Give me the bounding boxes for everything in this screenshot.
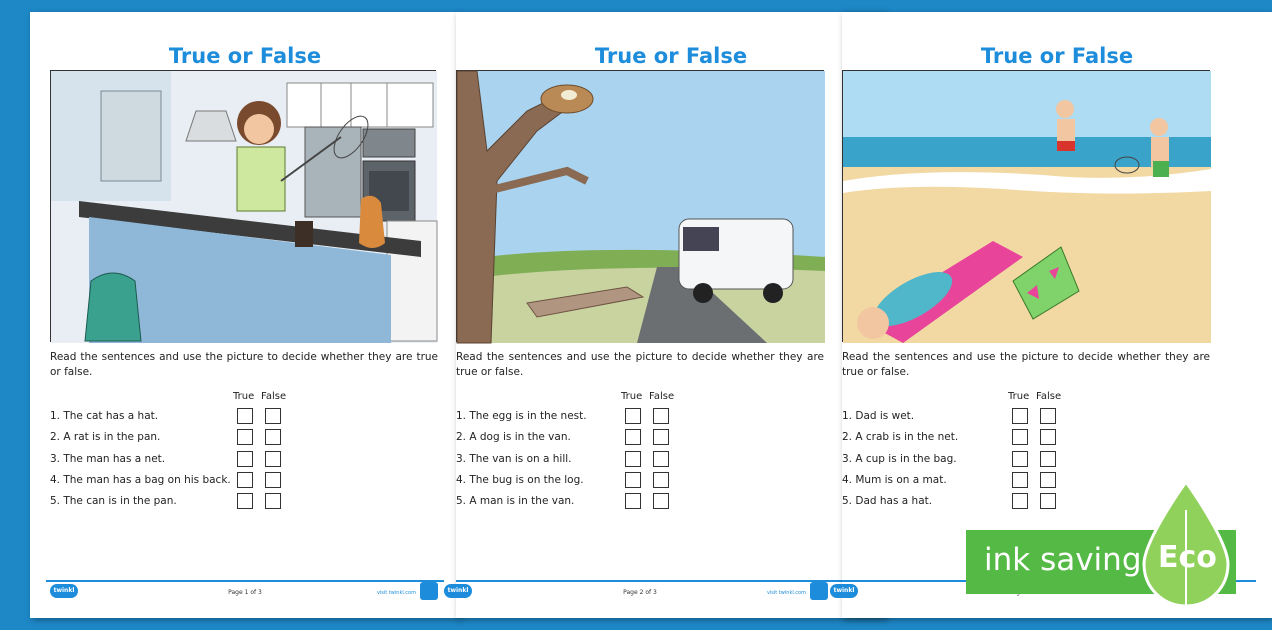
true-checkbox[interactable] [1012,429,1028,445]
statement-item [50,470,231,491]
statement-text: 2. A dog is in the van. [456,431,571,444]
true-checkbox[interactable] [625,493,641,509]
false-checkbox[interactable] [1040,472,1056,488]
statement-text: 4. The bug is on the log. [456,473,584,486]
false-checkbox[interactable] [1040,429,1056,445]
statement-item [842,449,958,470]
road-illustration [456,70,824,342]
statement-text: 4. Mum is on a mat. [842,473,947,486]
footer-rule [46,580,444,582]
false-checkbox[interactable] [653,493,669,509]
statement-item [456,470,587,491]
statement-text: 5. The can is in the pan. [50,495,177,508]
instructions: Read the sentences and use the picture to decide whether they are true or false. [842,351,1210,378]
eco-label: Eco [1158,540,1217,575]
statement-item [456,406,587,427]
statement-text: 4. The man has a bag on his back. [50,473,231,486]
statement-item [50,427,231,448]
statement-item [50,449,231,470]
visit-link[interactable]: visit twinkl.com [766,590,806,596]
statement-item [842,406,958,427]
true-checkbox[interactable] [237,472,253,488]
false-checkbox[interactable] [1040,451,1056,467]
statement-item [456,427,587,448]
false-column-header: False [1036,391,1062,402]
statement-text: 5. Dad has a hat. [842,495,933,508]
statement-list [842,406,958,512]
false-checkbox[interactable] [265,429,281,445]
twinkl-logo: twinkl [444,584,472,598]
instructions: Read the sentences and use the picture to decide whether they are true or false. [50,351,438,378]
true-column-header: True [233,391,255,402]
false-checkbox[interactable] [653,429,669,445]
twinkl-logo: twinkl [830,584,858,598]
statement-text: 1. Dad is wet. [842,410,915,422]
worksheet-title: True or False [594,44,748,68]
statement-item [842,427,958,448]
true-checkbox[interactable] [625,472,641,488]
statement-item [50,406,231,427]
worksheet-page-2 [447,12,886,618]
twinkl-logo: twinkl [50,584,78,598]
quality-badge-icon [420,582,438,600]
page-number: Page 2 of 3 [623,589,657,596]
statement-text: 2. A rat is in the pan. [50,431,161,444]
statement-text: 2. A crab is in the net. [842,431,959,444]
true-checkbox[interactable] [237,493,253,509]
false-column-header: False [261,391,287,402]
true-checkbox[interactable] [1012,408,1028,424]
false-checkbox[interactable] [265,493,281,509]
page-number: Page 1 of 3 [228,589,262,596]
true-checkbox[interactable] [1012,451,1028,467]
true-checkbox[interactable] [625,408,641,424]
false-checkbox[interactable] [653,472,669,488]
statement-text: 1. The egg is in the nest. [456,410,587,422]
worksheet-title: True or False [168,44,322,68]
statement-item [842,491,958,512]
statement-item [50,491,231,512]
true-checkbox[interactable] [1012,472,1028,488]
ink-saving-text: ink saving [984,542,1142,578]
true-column-header: True [1008,391,1030,402]
statement-item [842,470,958,491]
worksheet-page-1 [30,12,460,618]
true-checkbox[interactable] [237,408,253,424]
statement-text: 1. The cat has a hat. [50,410,159,422]
true-checkbox[interactable] [625,429,641,445]
false-checkbox[interactable] [265,472,281,488]
statement-text: 5. A man is in the van. [456,495,575,508]
statement-list [50,406,231,512]
footer-rule [456,580,870,582]
true-checkbox[interactable] [625,451,641,467]
true-checkbox[interactable] [1012,493,1028,509]
false-column-header: False [649,391,675,402]
false-checkbox[interactable] [1040,493,1056,509]
instructions: Read the sentences and use the picture to decide whether they are true or false. [456,351,824,378]
true-column-header: True [621,391,643,402]
statement-list [456,406,587,512]
false-checkbox[interactable] [265,451,281,467]
worksheet-title: True or False [980,44,1134,68]
statement-text: 3. A cup is in the bag. [842,452,957,465]
statement-item [456,491,587,512]
true-checkbox[interactable] [237,451,253,467]
statement-text: 3. The van is on a hill. [456,452,572,465]
false-checkbox[interactable] [653,451,669,467]
statement-text: 3. The man has a net. [50,452,166,465]
statement-item [456,449,587,470]
kitchen-illustration [50,70,436,342]
false-checkbox[interactable] [653,408,669,424]
quality-badge-icon [810,582,828,600]
true-checkbox[interactable] [237,429,253,445]
false-checkbox[interactable] [265,408,281,424]
false-checkbox[interactable] [1040,408,1056,424]
visit-link[interactable]: visit twinkl.com [376,590,416,596]
beach-illustration [842,70,1210,342]
